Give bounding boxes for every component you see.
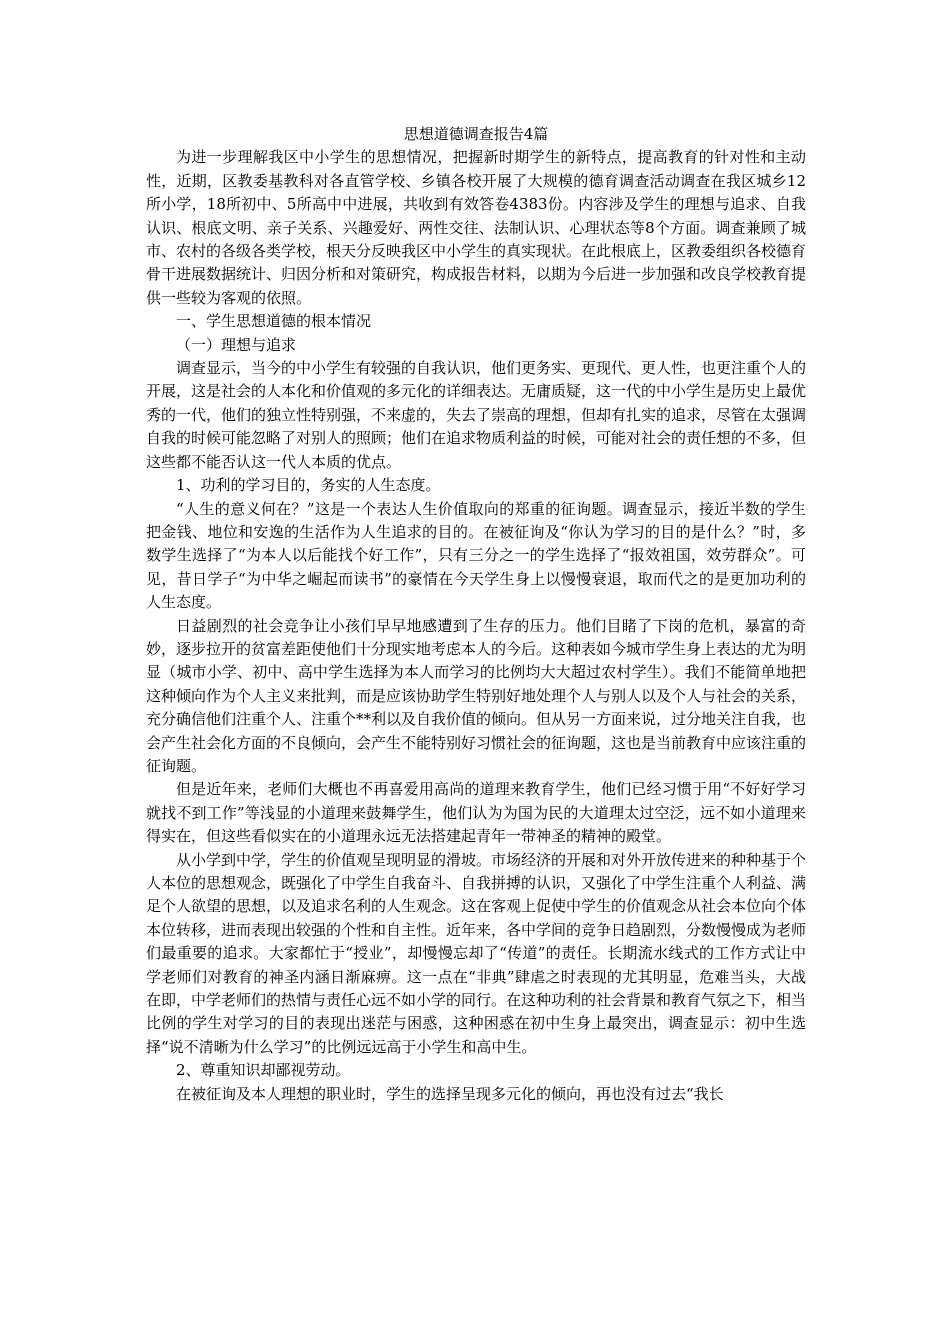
body-paragraph: 日益剧烈的社会竞争让小孩们早早地感遭到了生存的压力。他们目睹了下岗的危机，暴富的奇妙，逐步拉开的贫富差距使他们十分现实地考虑本人的今后。这种表如今城市学生身上表达的尤为明显（城市小学、初中、高中学生选择为本人而学习的比例均大大超过农村学生）。我们不能简单地把这种倾向作为个人主义来批判，而是应该协助学生特别好地处理个人与别人以及个人与社会的关系，充分确信他们注重个人、注重个**利以及自我价值的倾向。但从另一方面来说，过分地关注自我，也会产生社会化方面的不良倾向，会产生不能特别好习惯社会的征询题，这也是当前教育中应该注重的征询题。 — [146, 616, 807, 775]
body-paragraph: 调查显示，当今的中小学生有较强的自我认识，他们更务实、更现代、更人性，也更注重个人的开展，这是社会的人本化和价值观的多元化的详细表达。无庸质疑，这一代的中小学生是历史上最优秀的一代，他们的独立性特别强，不来虚的，失去了崇高的理想，但却有扎实的追求，尽管在太强调自我的时候可能忽略了对别人的照顾；他们在追求物质利益的时候，可能对社会的责任想的不多，但这些都不能否认这一代人本质的优点。 — [146, 359, 807, 471]
body-paragraph: 从小学到中学，学生的价值观呈现明显的滑坡。市场经济的开展和对外开放传进来的种种基于个人本位的思想观念，既强化了中学生自我奋斗、自我拼搏的认识，又强化了中学生注重个人利益、满足个人欲望的思想，以及追求名利的人生观念。这在客观上促使中学生的价值观念从社会本位向个体本位转移，进而表现出较强的个性和自主性。近年来，各中学间的竞争日趋剧烈，分数慢慢成为老师们最重要的追求。大家都忙于“授业”，却慢慢忘却了“传道”的责任。长期流水线式的工作方式让中学老师们对教育的神圣内涵日渐麻痹。这一点在“非典”肆虐之时表现的尤其明显，危难当头，大战在即，中学老师们的热情与责任心远不如小学的同行。在这种功利的社会背景和教育气氛之下，相当比例的学生对学习的目的表现出迷茫与困惑，这种困惑在初中生身上最突出，调查显示：初中生选择“说不清晰为什么学习”的比例远远高于小学生和高中生。 — [146, 850, 807, 1056]
document-page — [146, 123, 806, 1106]
section-heading: 一、学生思想道德的根本情况 — [176, 312, 372, 331]
point-heading: 1、功利的学习目的，务实的人生态度。 — [176, 476, 441, 495]
body-paragraph: “人生的意义何在？”这是一个表达人生价值取向的郑重的征询题。调查显示，接近半数的学生把金钱、地位和安逸的生活作为人生追求的目的。在被征询及“你认为学习的目的是什么？”时，多数学生选择了“为本人以后能找个好工作”，只有三分之一的学生选择了“报效祖国，效劳群众”。可见，昔日学子“为中华之崛起而读书”的豪情在今天学生身上以慢慢衰退，取而代之的是更加功利的人生态度。 — [146, 499, 806, 612]
body-paragraph: 但是近年来，老师们大概也不再喜爱用高尚的道理来教育学生，他们已经习惯于用“不好好学习就找不到工作”等浅显的小道理来鼓舞学生，他们认为为国为民的大道理太过空泛，远不如小道理来得实在，但这些看似实在的小道理永远无法搭建起青年一带神圣的精神的殿堂。 — [146, 780, 806, 846]
intro-paragraph: 为进一步理解我区中小学生的思想情况，把握新时期学生的新特点，提高教育的针对性和主动性，近期，区教委基教科对各直管学校、乡镇各校开展了大规模的德育调查活动调查在我区城乡12所小学，18所初中、5所高中中进展，共收到有效答卷4383份。内容涉及学生的理想与追求、自我认识、根底文明、亲子关系、兴趣爱好、两性交往、法制认识、心理状态等8个方面。调查兼顾了城市、农村的各级各类学校，根天分反映我区中小学生的真实现状。在此根底上，区教委组织各校德育骨干进展数据统计、归因分析和对策研究，构成报告材料，以期为今后进一步加强和改良学校教育提供一些较为客观的依照。 — [146, 148, 807, 307]
body-paragraph: 在被征询及本人理想的职业时，学生的选择呈现多元化的倾向，再也没有过去“我长 — [176, 1084, 724, 1103]
document-title: 思想道德调查报告4篇 — [403, 125, 549, 143]
subsection-heading: （一）理想与追求 — [176, 335, 297, 354]
point-heading: 2、尊重知识却鄙视劳动。 — [176, 1061, 351, 1080]
